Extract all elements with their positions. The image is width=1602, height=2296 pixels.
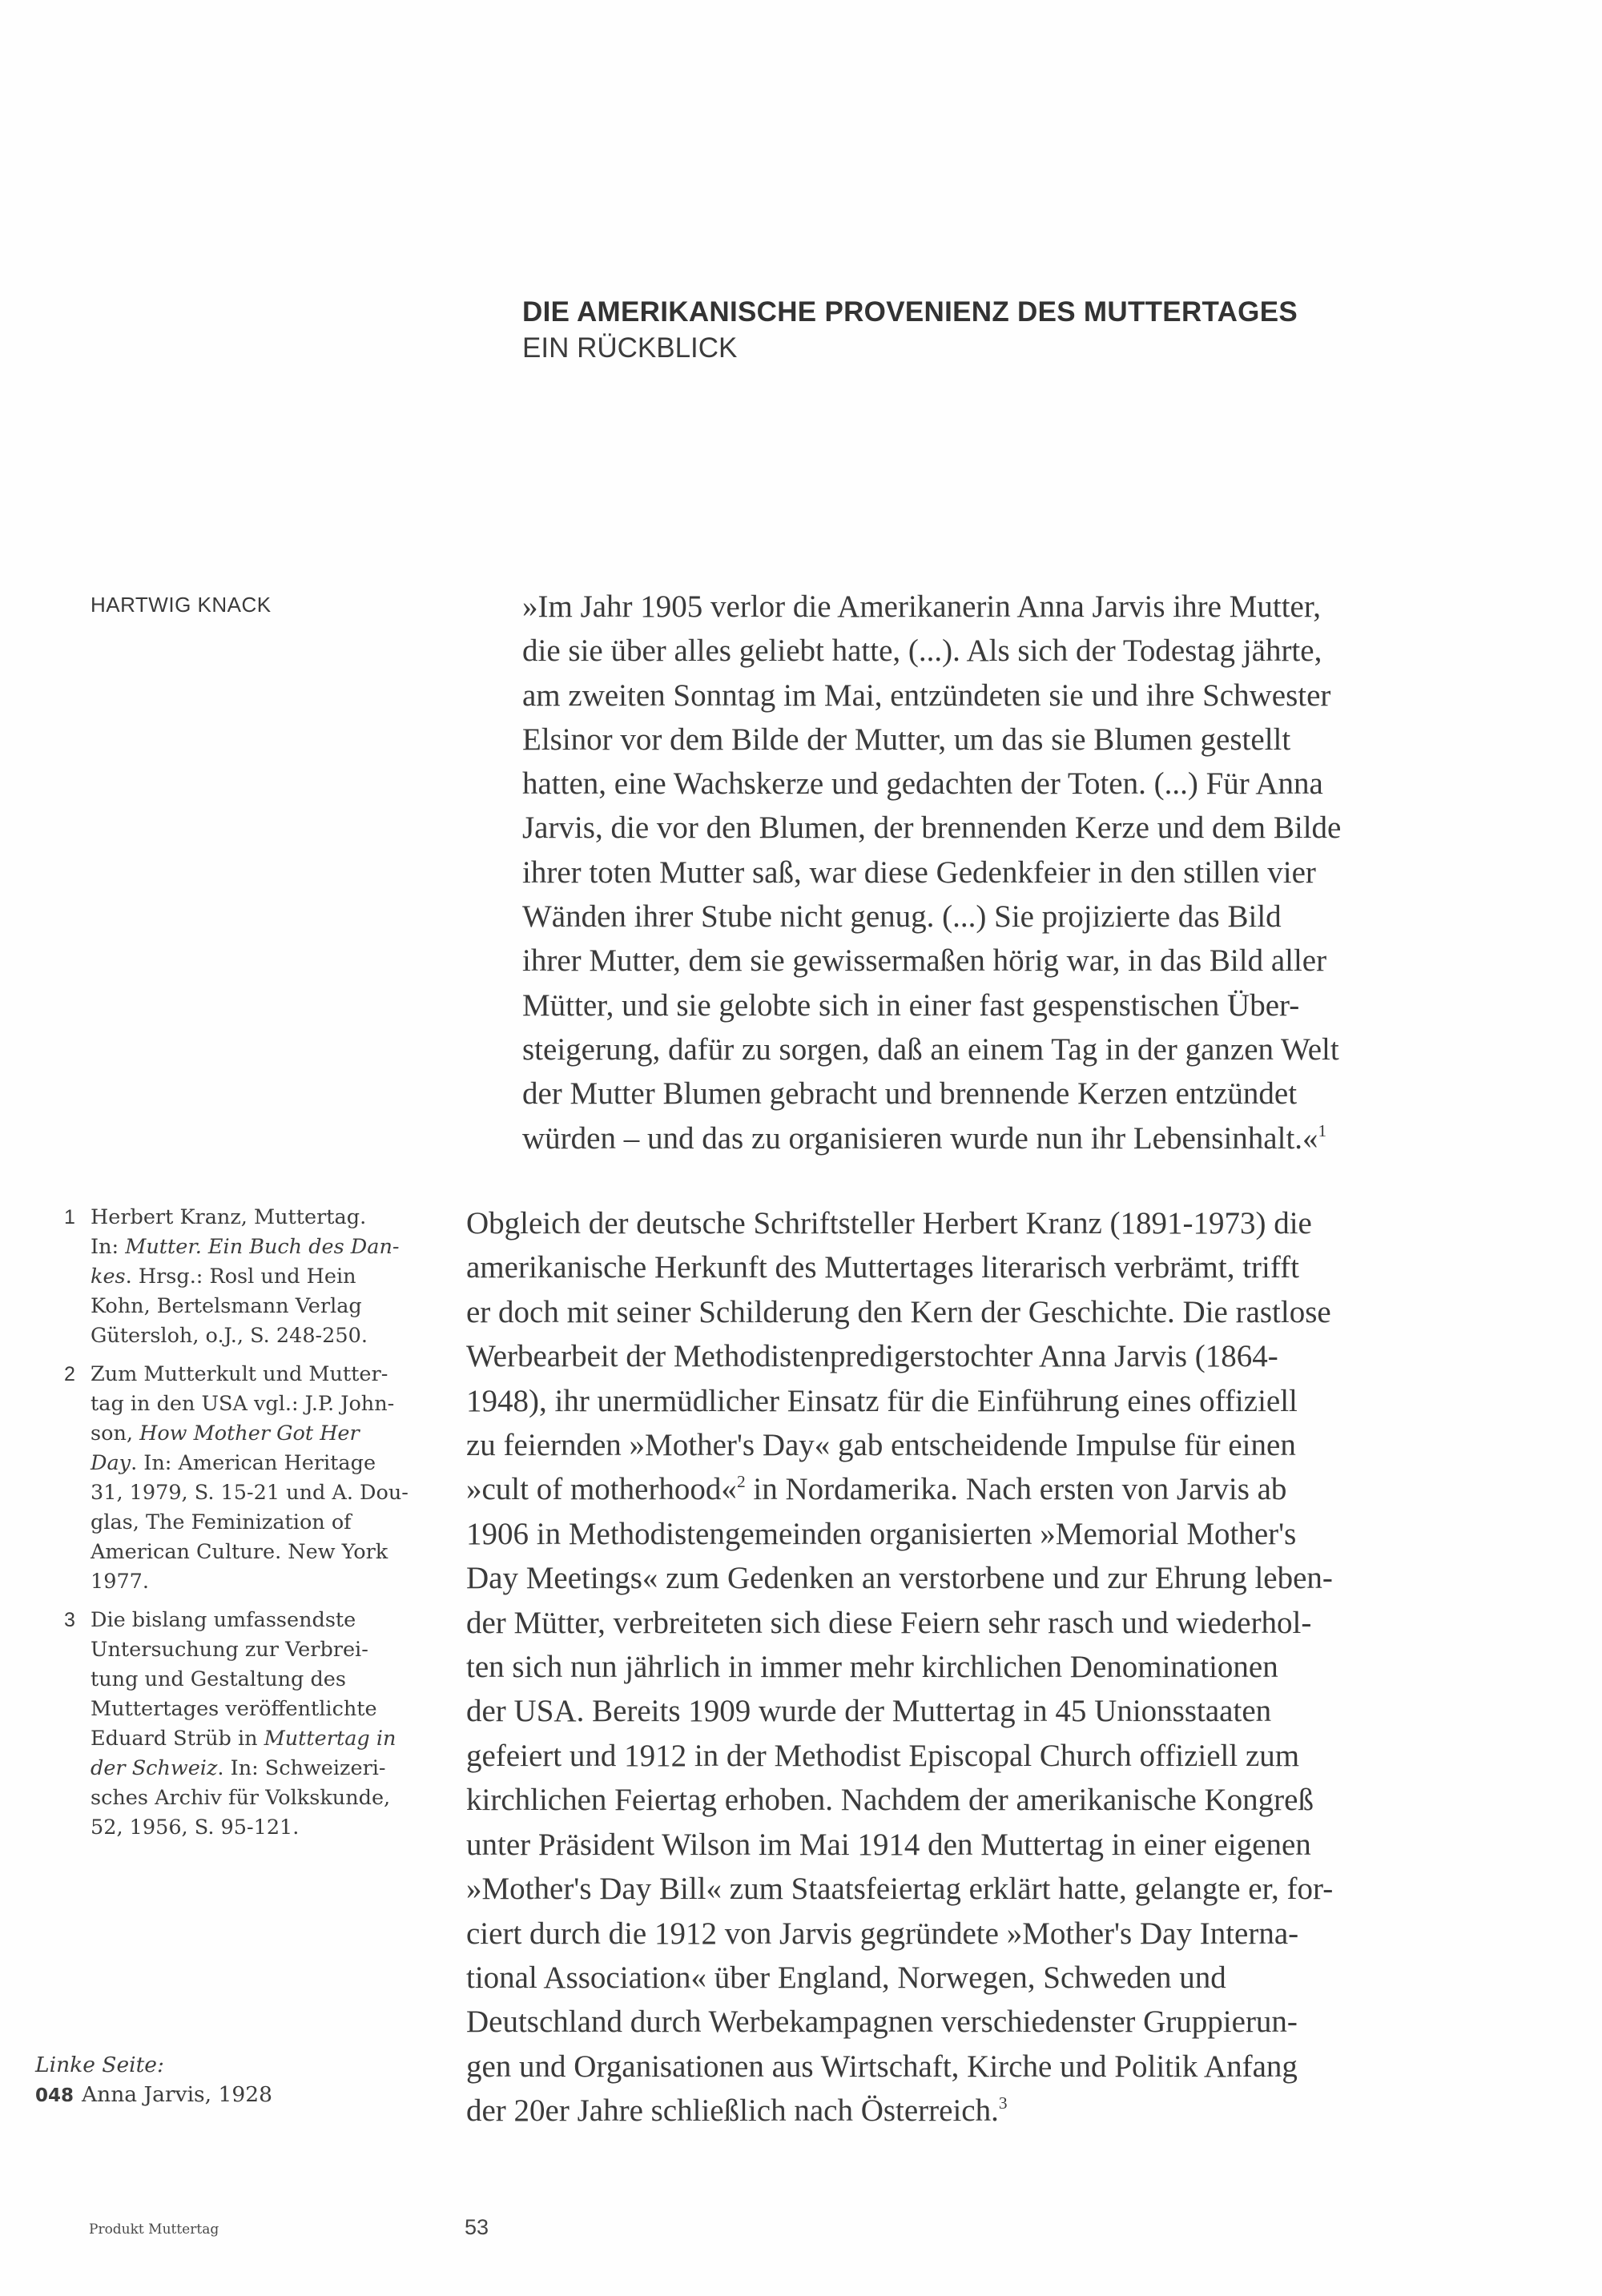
- body-line: 1948), ihr unermüdlicher Einsatz für die Einführung eines offiziell: [466, 1383, 1298, 1418]
- footnote-ref-3[interactable]: 3: [998, 2093, 1008, 2113]
- footnote-line: Die bislang umfassendste: [91, 1608, 356, 1632]
- body-line: Day Meetings« zum Gedenken an verstorbene und zur Ehrung leben-: [466, 1561, 1333, 1596]
- footnote-1: [64, 1203, 441, 1351]
- footnote-line: son, How Mother Got Her: [91, 1421, 360, 1446]
- quote-line: ihrer Mutter, dem sie gewissermaßen hörig war, in das Bild aller: [522, 943, 1327, 979]
- quote-line: hatten, eine Wachskerze und gedachten der Toten. (...) Für Anna: [522, 766, 1323, 802]
- main-body-text: [466, 1201, 1532, 2133]
- quote-line: Elsinor vor dem Bilde der Mutter, um das sie Blumen gestellt: [522, 722, 1291, 757]
- body-line: gefeiert und 1912 in der Methodist Episcopal Church offiziell zum: [466, 1738, 1300, 1773]
- body-line: tional Association« über England, Norwegen, Schweden und: [466, 1960, 1226, 1995]
- running-footer-title: Produkt Muttertag: [89, 2222, 219, 2238]
- quote-line: der Mutter Blumen gebracht und brennende Kerzen entzündet: [522, 1076, 1298, 1112]
- body-line: Deutschland durch Werbekampagnen verschiedenster Gruppierun-: [466, 2004, 1298, 2040]
- body-line: unter Präsident Wilson im Mai 1914 den Muttertag in einer eigenen: [466, 1827, 1311, 1862]
- body-line: »Mother's Day Bill« zum Staatsfeiertag erklärt hatte, gelangte er, for-: [466, 1872, 1334, 1907]
- article-title-ref: How Mother Got Her: [139, 1421, 360, 1446]
- quote-line: ihrer toten Mutter saß, war diese Gedenkfeier in den stillen vier: [522, 854, 1316, 890]
- footnote-number: 1: [64, 1206, 75, 1228]
- body-line: »cult of motherhood«$^2$ in Nordamerika. Nach ersten von Jarvis ab: [466, 1472, 1287, 1507]
- footnote-line: sches Archiv für Volkskunde,: [91, 1786, 391, 1810]
- footnote-line: Zum Mutterkult und Mutter-: [91, 1362, 388, 1386]
- body-line: der 20er Jahre schließlich nach Österreich.$^3$: [466, 2093, 1008, 2129]
- book-title: kes: [91, 1265, 126, 1289]
- body-line: Werbearbeit der Methodistenpredigerstochter Anna Jarvis (1864-: [466, 1339, 1278, 1374]
- footnote-line: Kohn, Bertelsmann Verlag: [91, 1294, 362, 1318]
- footnote-line: American Culture. New York: [91, 1540, 388, 1564]
- quote-line: »Im Jahr 1905 verlor die Amerikanerin Anna Jarvis ihre Mutter,: [522, 589, 1322, 624]
- footnote-2: [64, 1360, 441, 1597]
- book-title: der Schweiz: [91, 1756, 218, 1780]
- body-line: Obgleich der deutsche Schriftsteller Herbert Kranz (1891-1973) die: [466, 1206, 1312, 1240]
- footnote-ref-2[interactable]: 2: [736, 1472, 746, 1492]
- body-line: amerikanische Herkunft des Muttertages literarisch verbrämt, trifft: [466, 1250, 1299, 1285]
- body-line: zu feiernden »Mother's Day« gab entscheidende Impulse für einen: [466, 1428, 1296, 1463]
- footnote-line: Herbert Kranz, Muttertag.: [91, 1205, 367, 1229]
- caption-label: Linke Seite:: [35, 2053, 164, 2077]
- article-title: DIE AMERIKANISCHE PROVENIENZ DES MUTTERTAGES: [522, 296, 1298, 328]
- footnote-line: Untersuchung zur Verbrei-: [91, 1638, 368, 1662]
- footnote-line: 31, 1979, S. 15-21 und A. Dou-: [91, 1481, 409, 1505]
- footnote-line: 52, 1956, S. 95-121.: [91, 1815, 300, 1840]
- article-title-ref: Day: [91, 1451, 131, 1475]
- body-line: kirchlichen Feiertag erhoben. Nachdem der amerikanische Kongreß: [466, 1783, 1314, 1818]
- footnote-line: kes. Hrsg.: Rosl und Hein: [91, 1265, 356, 1289]
- footnote-line: In: Mutter. Ein Buch des Dan-: [91, 1235, 400, 1259]
- quote-line: Mütter, und sie gelobte sich in einer fast gespenstischen Über-: [522, 987, 1300, 1023]
- figure-number: 048: [35, 2085, 74, 2106]
- epigraph-quote: [522, 585, 1524, 1160]
- footnote-line: tung und Gestaltung des: [91, 1667, 346, 1691]
- quote-line-last: [522, 1116, 1524, 1160]
- quote-line-text: würden – und das zu organisieren wurde nun ihr Lebensinhalt.«: [522, 1120, 1318, 1156]
- quote-line: am zweiten Sonntag im Mai, entzündeten sie und ihre Schwester: [522, 678, 1331, 713]
- figure-caption: [35, 2050, 272, 2111]
- body-line: ten sich nun jährlich in immer mehr kirchlichen Denominationen: [466, 1650, 1278, 1685]
- body-line: der USA. Bereits 1909 wurde der Muttertag in 45 Unionsstaaten: [466, 1694, 1272, 1729]
- quote-line: Wänden ihrer Stube nicht genug. (...) Sie projizierte das Bild: [522, 899, 1282, 935]
- article-subtitle: EIN RÜCKBLICK: [522, 332, 738, 364]
- footnote-line: Eduard Strüb in Muttertag in: [91, 1727, 396, 1751]
- footnote-line: glas, The Feminization of: [91, 1510, 352, 1534]
- body-line: gen und Organisationen aus Wirtschaft, Kirche und Politik Anfang: [466, 2049, 1298, 2084]
- article-header: [522, 295, 1564, 367]
- author-name: HARTWIG KNACK: [91, 593, 272, 617]
- quote-line: die sie über alles geliebt hatte, (...). Als sich der Todestag jährte,: [522, 633, 1322, 669]
- caption-text: Anna Jarvis, 1928: [82, 2082, 272, 2107]
- footnote-line: Day. In: American Heritage: [91, 1451, 376, 1475]
- footnote-line: tag in den USA vgl.: J.P. John-: [91, 1392, 395, 1416]
- body-line: ciert durch die 1912 von Jarvis gegründete »Mother's Day Interna-: [466, 1916, 1299, 1951]
- body-line: er doch mit seiner Schilderung den Kern der Geschichte. Die rastlose: [466, 1294, 1331, 1329]
- body-line: der Mütter, verbreiteten sich diese Feiern sehr rasch und wiederhol-: [466, 1605, 1312, 1640]
- book-title: Muttertag in: [264, 1727, 396, 1751]
- footnote-line: Gütersloh, o.J., S. 248-250.: [91, 1324, 368, 1348]
- footnote-ref-1[interactable]: 1: [1318, 1120, 1327, 1140]
- footnote-line: der Schweiz. In: Schweizeri-: [91, 1756, 386, 1780]
- footnotes-column: [64, 1203, 441, 1852]
- footnote-number: 2: [64, 1363, 75, 1385]
- footnote-line: Muttertages veröffentlichte: [91, 1697, 377, 1721]
- quote-line: Jarvis, die vor den Blumen, der brennenden Kerze und dem Bilde: [522, 810, 1342, 846]
- footnote-line: 1977.: [91, 1570, 150, 1594]
- footnote-3: [64, 1606, 441, 1843]
- body-line: 1906 in Methodistengemeinden organisierten »Memorial Mother's: [466, 1516, 1297, 1551]
- footnote-number: 3: [64, 1609, 75, 1631]
- book-title: Mutter. Ein Buch des Dan-: [125, 1235, 400, 1259]
- quote-line: steigerung, dafür zu sorgen, daß an einem Tag in der ganzen Welt: [522, 1031, 1339, 1067]
- page-number: 53: [465, 2215, 489, 2239]
